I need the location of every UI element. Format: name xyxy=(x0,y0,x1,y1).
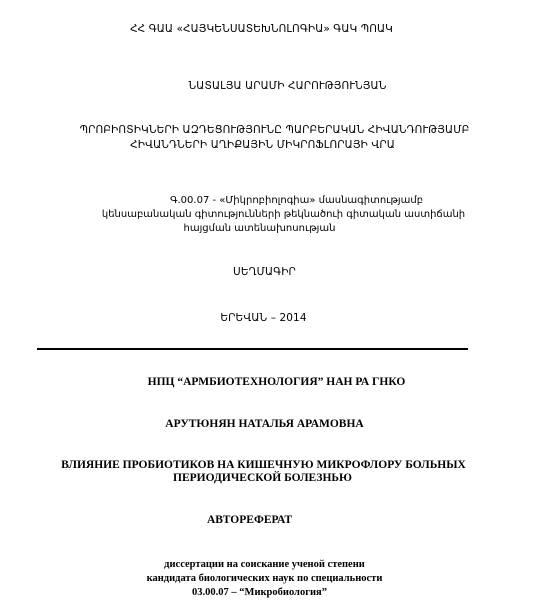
armenian-institution: ՀՀ ԳԱԱ «ՀԱՅԿԵՆՍԱՏԵԽՆՈԼՈԳԻԱ» ԳԱԿ ՊՈԱԿ xyxy=(130,23,393,35)
armenian-degree-line-2: կենսաբանական գիտությունների թեկնածուի գիտական աստիճանի xyxy=(101,209,466,220)
russian-author-name: АРУТЮНЯН НАТАЛЬЯ АРАМОВНА xyxy=(165,418,364,430)
armenian-title-line-2: ՀԻՎԱՆԴՆԵՐԻ ԱՂԻՔԱՅԻՆ ՄԻԿՐՈՖԼՈՐԱՅԻ ՎՐԱ xyxy=(130,139,395,151)
armenian-author-name: ՆԱՏԱԼՅԱ ԱՐԱՄԻ ՀԱՐՈՒԹՅՈՒՆՅԱՆ xyxy=(188,80,387,92)
russian-institution: НПЦ “АРМБИОТЕХНОЛОГИЯ” НАН РА ГНКО xyxy=(147,376,406,388)
section-divider xyxy=(37,348,468,350)
russian-degree-line-1: диссертации на соискание ученой степени xyxy=(164,559,365,570)
russian-document-type: АВТОРЕФЕРАТ xyxy=(206,514,293,526)
russian-degree-line-3: 03.00.07 – “Микробиология” xyxy=(192,587,327,598)
armenian-city-year: ԵՐԵՎԱՆ – 2014 xyxy=(220,312,307,324)
russian-title-line-2: ПЕРИОДИЧЕСКОЙ БОЛЕЗНЬЮ xyxy=(173,472,352,484)
russian-degree-line-2: кандидата биологических наук по специальности xyxy=(146,573,383,584)
armenian-degree-line-1: Գ.00.07 - «Միկրոբիոլոգիա» մասնագիտությամբ xyxy=(169,195,424,206)
armenian-title-line-1: ՊՐՈԲԻՈՏԻԿՆԵՐԻ ԱԶԴԵՑՈՒԹՅՈՒՆԸ ՊԱՐԲԵՐԱԿԱՆ ՀԻՎԱՆԴՈՒԹՅԱՄԲ xyxy=(79,124,470,136)
armenian-document-type: ՍԵՂՄԱԳԻՐ xyxy=(233,266,296,278)
armenian-degree-line-3: հայցման ատենախոսության xyxy=(183,223,336,234)
russian-title-line-1: ВЛИЯНИЕ ПРОБИОТИКОВ НА КИШЕЧНУЮ МИКРОФЛОРУ БОЛЬНЫХ xyxy=(61,459,466,471)
